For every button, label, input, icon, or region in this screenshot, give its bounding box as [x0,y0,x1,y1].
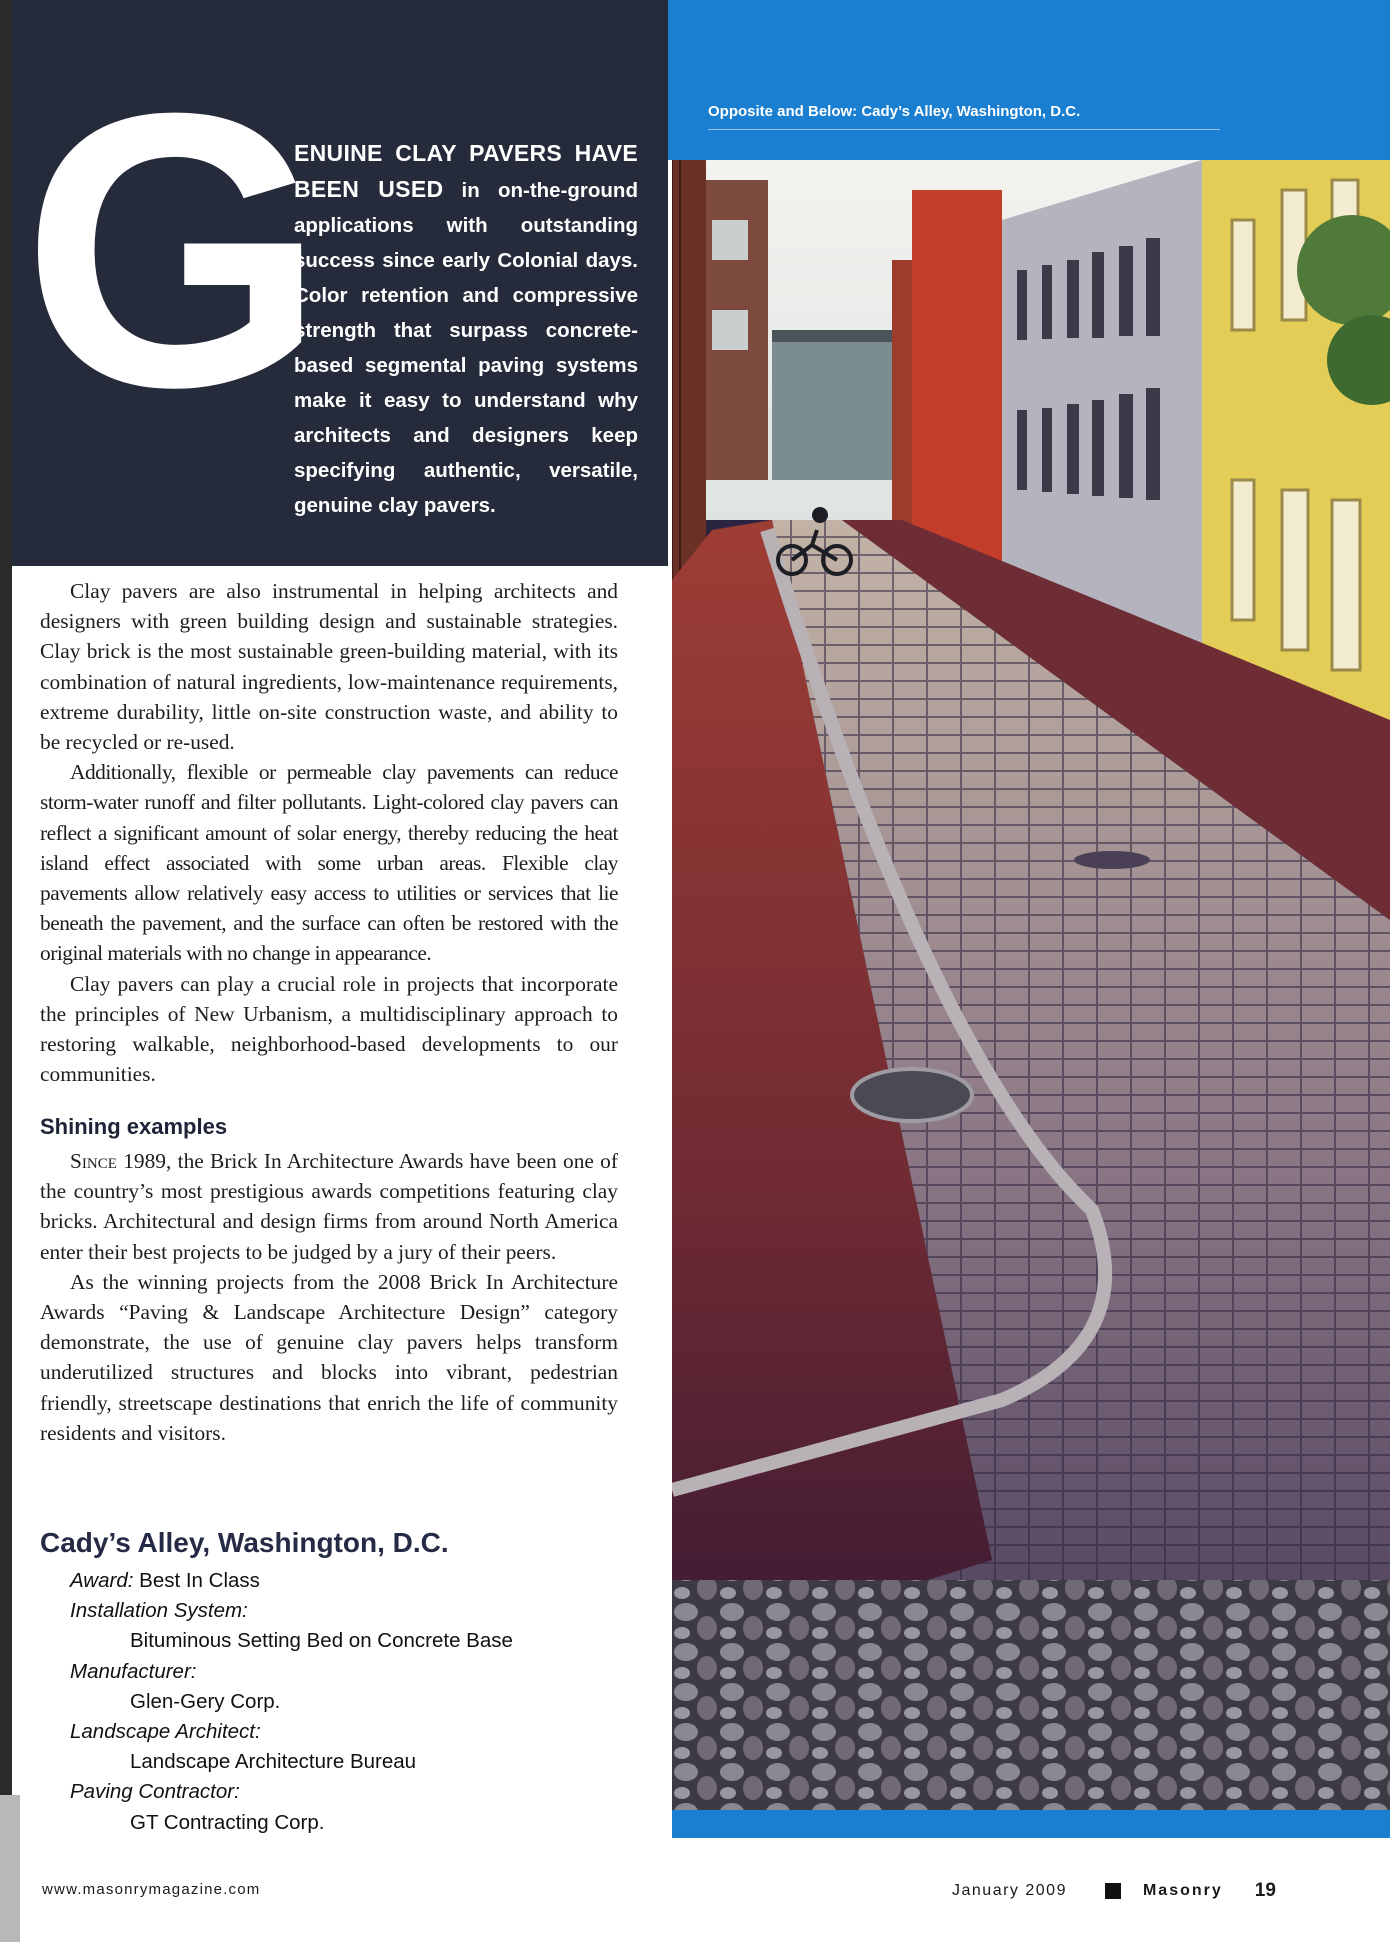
contractor-value: GT Contracting Corp. [130,1810,325,1834]
body-text [40,576,618,1089]
landscape-value: Landscape Architecture Bureau [130,1750,417,1774]
intro-paragraph [294,136,638,523]
body-paragraph: Additionally, flexible or permeable clay pavements can reduce storm-water runoff and filter pollutants. Light-colored clay pavers can reflect a significant amount of solar energy, thereby reducing the heat island effect associated with some urban areas. Flexible clay pavements allow relatively easy access to utilities or services that lie beneath the pavement, and the surface can often be restored with the original materials with no change in appearance. [40,760,618,966]
manufacturer-value: Glen-Gery Corp. [130,1689,281,1713]
installation-label: Installation System: [70,1599,248,1623]
footer-date: January 2009 [952,1882,1067,1899]
section-paragraph-text: 1989, the Brick In Architecture Awards have been one of the country’s most prestigious awards competitions featuring clay bricks. Architectural and design firms from around North America enter their best projects to be judged by a jury of their peers. [40,1149,618,1264]
project-credits [70,1566,630,1838]
page-edge [0,0,12,1942]
footer-folio [952,1879,1276,1903]
alley-photo [672,160,1390,1810]
landscape-label: Landscape Architect: [70,1720,261,1744]
body-paragraph: Clay pavers are also instrumental in helping architects and designers with green building design and sustainable strategies. Clay brick is the most sustainable green-building material, with its combination of natural ingredients, low-maintenance requirements, extreme durability, little on-site construction waste, and ability to be recycled or re-used. [40,579,618,755]
intro-lead: ENUINE CLAY PAVERS HAVE BEEN USED [294,140,638,202]
alley-photo-illustration [672,160,1390,1810]
photo-footer-band [672,1810,1390,1838]
section-paragraph: As the winning projects from the 2008 Brick In Architecture Awards “Paving & Landscape Architecture Design” category demonstrate, the use of genuine clay pavers helps transform underutilized structures and blocks into vibrant, pedestrian friendly, streetscape destinations that enrich the life of community residents and visitors. [40,1269,618,1445]
award-row [70,1566,630,1596]
drop-cap: G [22,32,316,468]
page-edge-shadow [0,1795,20,1942]
photo-caption: Opposite and Below: Cady’s Alley, Washington, D.C. [708,103,1220,130]
intro-block [12,0,668,566]
installation-value: Bituminous Setting Bed on Concrete Base [130,1629,513,1653]
manufacturer-label: Manufacturer: [70,1659,197,1683]
award-value: Best In Class [139,1569,260,1592]
award-label: Award: [70,1569,134,1592]
contractor-label: Paving Contractor: [70,1780,240,1804]
footer-magazine: Masonry [1142,1882,1223,1899]
section-lead: Since [70,1149,117,1173]
intro-rest: in on-the-ground applications with outstanding success since early Colonial days. Color retention and compressive strength that surpass concrete-based segmental paving systems make it easy to understand why architects and designers keep specifying authentic, versatile, genuine clay pavers. [294,179,638,517]
page-number: 19 [1254,1880,1276,1901]
section-paragraph [40,1146,618,1267]
footer-url: www.masonrymagazine.com [42,1881,261,1898]
body-paragraph: Clay pavers can play a crucial role in projects that incorporate the principles of New Urbanism, a multidisciplinary approach to restoring walkable, neighborhood-based developments to our communities. [40,971,618,1087]
square-bullet-icon [1105,1883,1121,1899]
project-title: Cady’s Alley, Washington, D.C. [40,1527,449,1558]
section-heading: Shining examples [40,1114,228,1139]
caption-band [668,0,1390,160]
section-text [40,1146,618,1448]
